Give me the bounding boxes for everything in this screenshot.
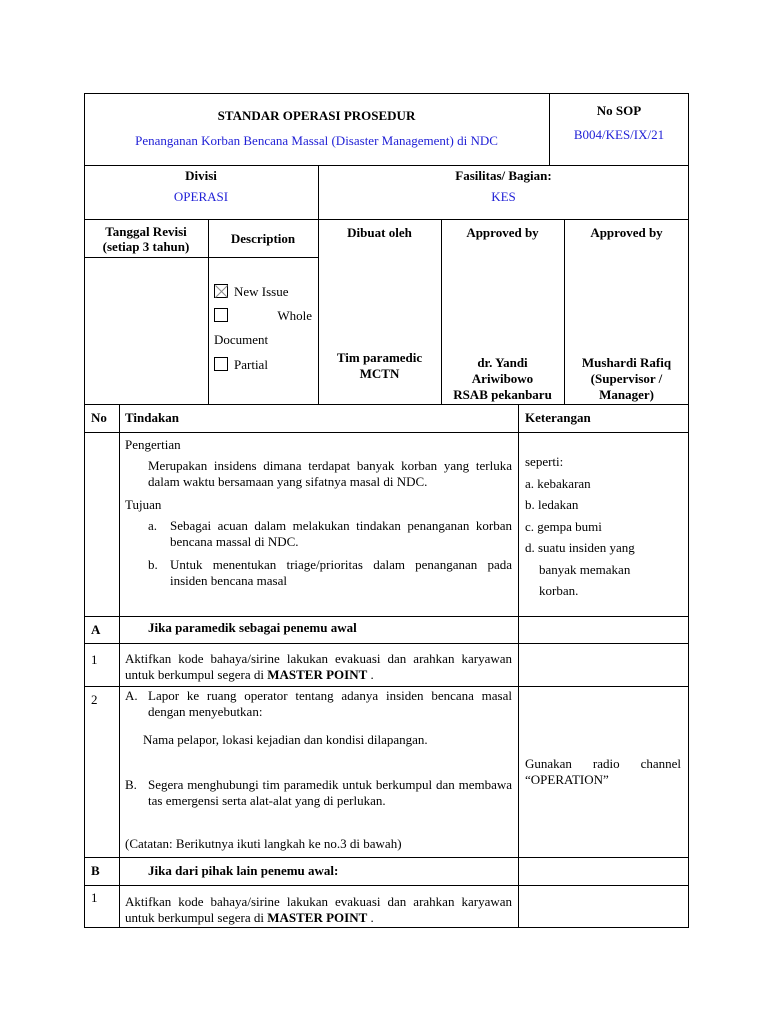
row-rule <box>84 643 689 644</box>
section-b-row1-text <box>125 894 512 926</box>
partial-label: Partial <box>234 357 268 372</box>
divisi-label: Divisi <box>185 168 217 183</box>
row1-text: Aktifkan kode bahaya/sirine lakukan evakuasi dan arahkan karyawan untuk berkumpul segera di <box>125 651 512 682</box>
approver1-line-3: RSAB pekanbaru <box>453 387 552 402</box>
col-header-tindakan: Tindakan <box>125 410 179 425</box>
tujuan-a-marker: a. <box>148 518 158 533</box>
fasilitas-label: Fasilitas/ Bagian: <box>455 168 552 183</box>
list-item: korban. <box>539 583 579 598</box>
approver1-line-1: dr. Yandi <box>477 355 528 370</box>
col-divider-keterangan <box>518 404 519 928</box>
tujuan-b-text: Untuk menentukan triage/prioritas dalam penanganan pada insiden bencana masal <box>170 557 512 588</box>
approved-by-label-2: Approved by <box>590 225 663 240</box>
tujuan-b-marker: b. <box>148 557 158 572</box>
row2-a-detail: Nama pelapor, lokasi kejadian dan kondisi dilapangan. <box>143 732 428 747</box>
row2-a-marker: A. <box>125 688 138 703</box>
tujuan-a-text: Sebagai acuan dalam melakukan tindakan penanganan korban bencana massal di NDC. <box>170 518 512 549</box>
rev-header-rule <box>84 257 319 258</box>
section-b-title: Jika dari pihak lain penemu awal: <box>148 863 339 878</box>
section-a-row1-no: 1 <box>91 652 98 667</box>
master-point-label: MASTER POINT <box>267 910 368 925</box>
document-label: Document <box>214 332 269 347</box>
approved-by-value-1 <box>441 355 564 403</box>
col-header-no: No <box>91 410 107 425</box>
pengertian-text: Merupakan insidens dimana terdapat banyak korban yang terluka dalam waktu bersamaan yang sifatnya masal di NDC. <box>148 458 512 489</box>
option-whole-document[interactable] <box>214 308 312 324</box>
sop-subtitle: Penanganan Korban Bencana Massal (Disaster Management) di NDC <box>135 133 498 148</box>
section-a-title: Jika paramedik sebagai penemu awal <box>148 620 357 635</box>
pengertian-heading: Pengertian <box>125 437 181 452</box>
list-item: c. gempa bumi <box>525 518 602 534</box>
dibuat-line-1: Tim paramedic <box>336 350 423 365</box>
section-a-row2-no: 2 <box>91 692 98 707</box>
dibuat-line-2: MCTN <box>359 366 400 381</box>
checkbox-icon[interactable] <box>214 357 228 371</box>
fasilitas-value: KES <box>491 189 516 204</box>
tanggal-revisi-label <box>84 224 208 254</box>
approver1-line-2: Ariwibowo <box>471 371 534 386</box>
dibuat-oleh-value <box>318 350 441 382</box>
approver2-line-1: Mushardi Rafiq <box>581 355 672 370</box>
row2-b-text: Segera menghubungi tim paramedik untuk berkumpul dan membawa tas emergensi serta alat-alat yang di perlukan. <box>148 777 512 808</box>
option-partial[interactable] <box>214 357 268 373</box>
tujuan-heading: Tujuan <box>125 497 162 512</box>
approved-by-value-2 <box>564 355 689 403</box>
row-rule <box>84 857 689 858</box>
keterangan-list <box>525 451 685 602</box>
section-a-row1-text <box>125 651 512 683</box>
row2-note: (Catatan: Berikutnya ikuti langkah ke no.3 di bawah) <box>125 836 402 851</box>
list-item: b. ledakan <box>525 497 579 512</box>
no-sop-label: No SOP <box>596 103 642 118</box>
col-divider-no <box>119 404 120 928</box>
tanggal-revisi-line-2: (setiap 3 tahun) <box>102 239 190 254</box>
row2-a-text: Lapor ke ruang operator tentang adanya insiden bencana masal dengan menyebutkan: <box>148 688 512 719</box>
section-b-no: B <box>91 863 100 878</box>
row-rule <box>84 432 689 433</box>
section-a-no: A <box>91 622 101 637</box>
row2-keterangan: Gunakan radio channel “OPERATION” <box>525 756 681 787</box>
approver2-line-3: Manager) <box>599 387 654 402</box>
whole-label: Whole <box>277 308 312 323</box>
description-label: Description <box>230 231 296 246</box>
checkbox-icon[interactable] <box>214 308 228 322</box>
no-sop-value: B004/KES/IX/21 <box>573 127 665 142</box>
col-header-keterangan: Keterangan <box>525 410 591 425</box>
section-b-row1-no: 1 <box>91 890 98 905</box>
option-new-issue[interactable] <box>214 284 289 300</box>
row1-end: . <box>370 667 374 682</box>
new-issue-label: New Issue <box>234 284 289 299</box>
master-point-label: MASTER POINT <box>267 667 368 682</box>
row1-text: Aktifkan kode bahaya/sirine lakukan evakuasi dan arahkan karyawan untuk berkumpul segera di <box>125 894 512 925</box>
dibuat-oleh-label: Dibuat oleh <box>347 225 412 240</box>
row2-b-marker: B. <box>125 777 137 792</box>
list-item: banyak memakan <box>539 561 631 577</box>
tanggal-revisi-line-1: Tanggal Revisi <box>105 224 187 239</box>
list-item: d. suatu insiden yang <box>525 540 635 555</box>
row1-end: . <box>370 910 374 925</box>
keterangan-title: seperti: <box>525 454 564 469</box>
row-rule <box>84 616 689 617</box>
approved-by-label-1: Approved by <box>466 225 539 240</box>
row-rule <box>84 686 689 687</box>
divisi-value: OPERASI <box>173 189 229 204</box>
sop-title: STANDAR OPERASI PROSEDUR <box>217 108 416 123</box>
checkbox-checked-icon[interactable] <box>214 284 228 298</box>
list-item: a. kebakaran <box>525 475 591 491</box>
row-rule <box>84 885 689 886</box>
approver2-line-2: (Supervisor / <box>590 371 663 386</box>
